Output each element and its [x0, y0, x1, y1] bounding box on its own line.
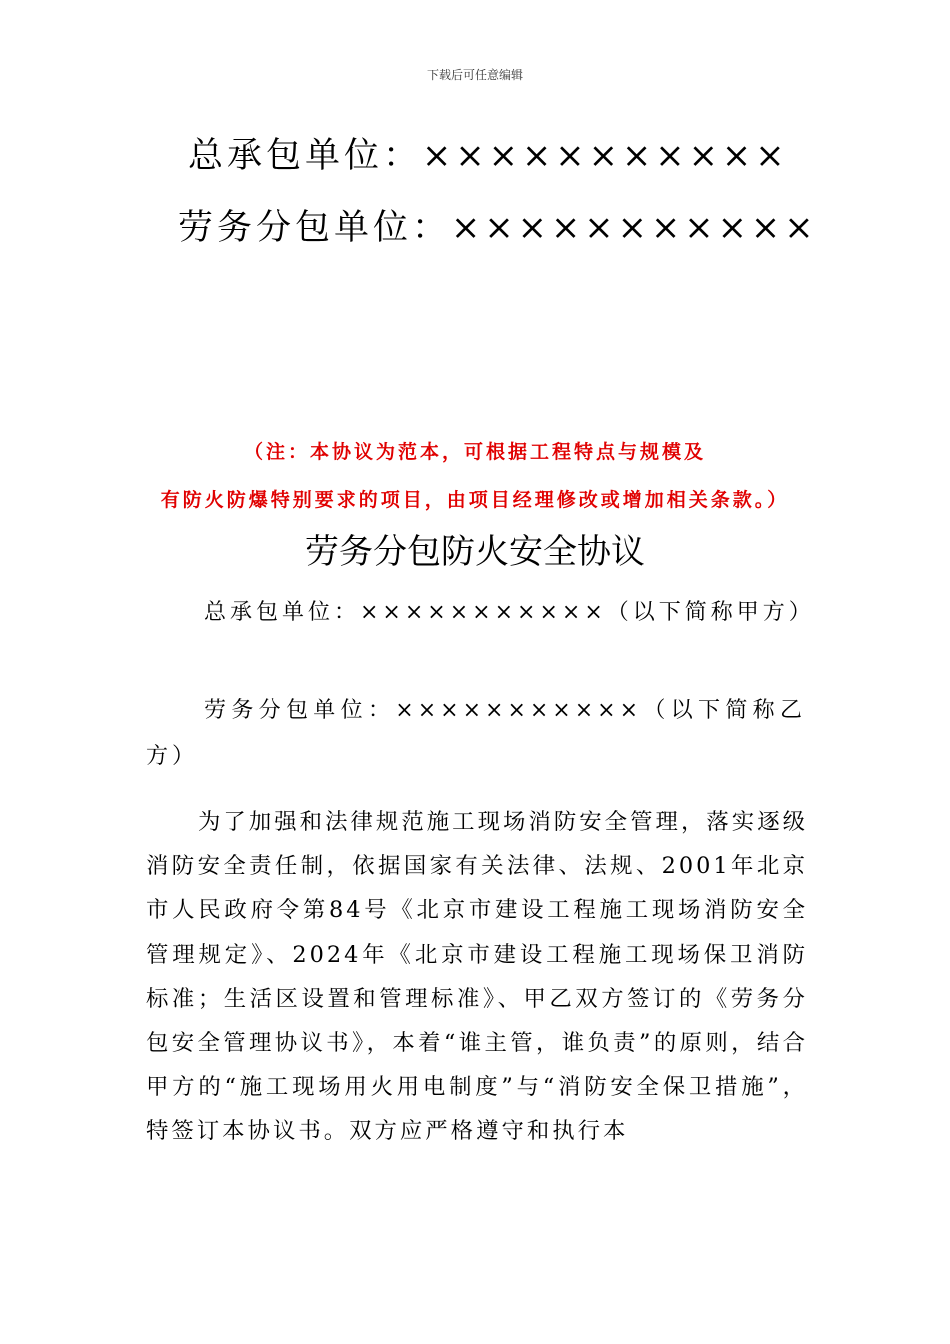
- party-b: 劳务分包单位：×××××××××××（以下简称乙方）: [146, 698, 806, 769]
- document-title: 劳务分包防火安全协议: [305, 532, 645, 572]
- template-notice-line-1: （注：本协议为范本，可根据工程特点与规模及: [243, 441, 706, 463]
- cover-contractor-line: 总承包单位：×××××××××××: [188, 136, 789, 176]
- header-note: 下载后可任意编辑: [426, 68, 523, 82]
- party-a: 总承包单位：×××××××××××（以下简称甲方）: [204, 600, 815, 625]
- template-notice-line-2: 有防火防爆特别要求的项目，由项目经理修改或增加相关条款。）: [160, 489, 790, 511]
- cover-subcontractor-line: 劳务分包单位：×××××××××××: [178, 208, 818, 248]
- body-paragraph: 为了加强和法律规范施工现场消防安全管理，落实逐级消防安全责任制，依据国家有关法律、法规、2001年北京市人民政府令第84号《北京市建设工程施工现场消防安全管理规定》、2024年《北京市建设工程施工现场保卫消防标准；生活区设置和管理标准》、甲乙双方签订的《劳务分包安全管理协议书》，本着“谁主管，谁负责”的原则，结合甲方的“施工现场用火用电制度”与“消防安全保卫措施”，特签订本协议书。双方应严格遵守和执行本: [146, 809, 808, 1145]
